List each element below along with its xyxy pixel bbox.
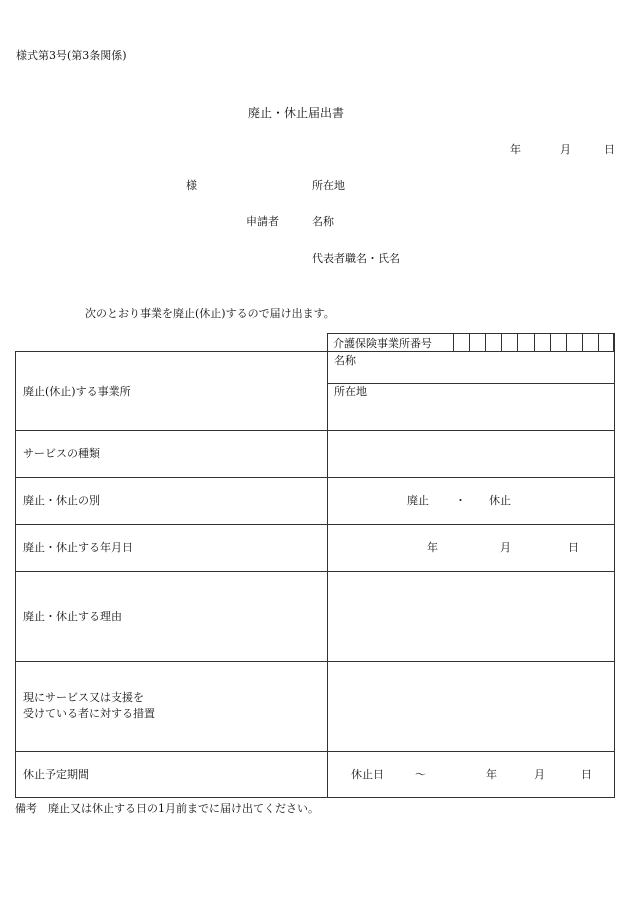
digit-box-divider (566, 333, 567, 352)
table-column-divider (327, 351, 328, 798)
date-month-label: 月 (560, 143, 571, 156)
measures-label (23, 690, 155, 722)
period-day: 日 (581, 768, 592, 781)
digit-box-divider (517, 333, 518, 352)
period-start-label: 休止日 (351, 768, 384, 781)
period-label: 休止予定期間 (23, 768, 89, 781)
addressee-suffix: 様 (186, 179, 197, 192)
intro-text: 次のとおり事業を廃止(休止)するので届け出ます。 (85, 307, 335, 320)
reason-label: 廃止・休止する理由 (23, 610, 122, 623)
date-row-label: 廃止・休止する年月日 (23, 541, 133, 554)
digit-box-divider (453, 333, 454, 352)
digit-box-divider (550, 333, 551, 352)
office-address-label: 所在地 (334, 385, 367, 398)
date-year-label: 年 (510, 143, 521, 156)
digit-box-divider (501, 333, 502, 352)
applicant-representative-label: 代表者職名・氏名 (312, 252, 400, 265)
digit-box-divider (534, 333, 535, 352)
period-month: 月 (534, 768, 545, 781)
office-number-label: 介護保険事業所番号 (333, 337, 432, 350)
measures-label-line2: 受けている者に対する措置 (23, 706, 155, 720)
date-row-month: 月 (500, 541, 511, 554)
digit-box-divider (469, 333, 470, 352)
row-divider (15, 524, 615, 525)
distinction-label: 廃止・休止の別 (23, 494, 100, 507)
page-title: 廃止・休止届出書 (248, 106, 345, 120)
digit-box-divider (598, 333, 599, 352)
digit-box-divider (485, 333, 486, 352)
option-abolition: 廃止 (407, 494, 429, 507)
row-divider (15, 477, 615, 478)
applicant-name-label: 名称 (312, 215, 334, 228)
office-name-label: 名称 (334, 354, 356, 367)
row-divider (15, 430, 615, 431)
note-text: 備考 廃止又は休止する日の1月前までに届け出てください。 (15, 802, 319, 815)
digit-box-divider (582, 333, 583, 352)
row-divider (15, 571, 615, 572)
form-number: 様式第3号(第3条関係) (16, 49, 127, 62)
option-separator: ・ (455, 494, 466, 507)
measures-label-line1: 現にサービス又は支援を (23, 691, 144, 704)
date-row-year: 年 (427, 541, 438, 554)
service-type-label: サービスの種類 (23, 447, 100, 460)
period-tilde: 〜 (415, 768, 426, 781)
date-row-day: 日 (568, 541, 579, 554)
office-row-label: 廃止(休止)する事業所 (23, 385, 131, 398)
form-table (15, 351, 615, 798)
row-divider (15, 661, 615, 662)
date-day-label: 日 (604, 143, 615, 156)
applicant-label: 申請者 (246, 215, 279, 228)
office-subrow-divider (327, 383, 614, 384)
digit-box-divider (614, 333, 615, 352)
row-divider (15, 751, 615, 752)
option-suspension: 休止 (489, 494, 511, 507)
applicant-address-label: 所在地 (312, 179, 345, 192)
period-year: 年 (486, 768, 497, 781)
